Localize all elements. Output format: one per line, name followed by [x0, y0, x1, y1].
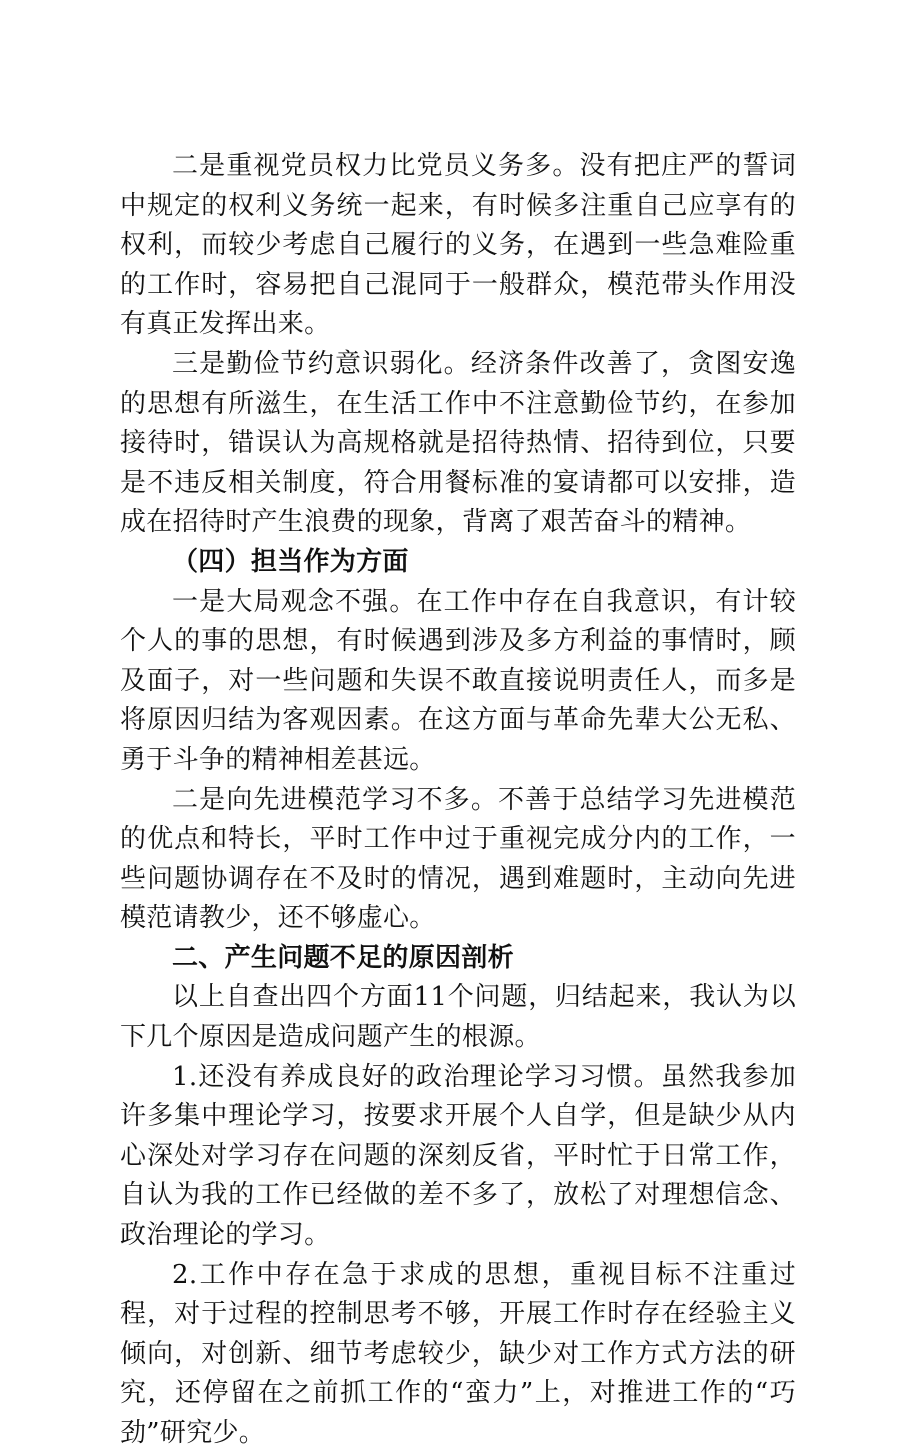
section-heading-responsibility: （四）担当作为方面 — [172, 546, 409, 577]
paragraph-summary: 以上自查出四个方面11个问题，归结起来，我认为以下几个原因是造成问题产生的根源。 — [120, 982, 796, 1053]
paragraph-learn-from-models: 二是向先进模范学习不多。不善于总结学习先进模范的优点和特长，平时工作中过于重视完成分内的工作，一些问题协调存在不及时的情况，遇到难题时，主动向先进模范请教少，还不够虚心。 — [120, 784, 796, 934]
paragraph-party-rights: 二是重视党员权力比党员义务多。没有把庄严的誓词中规定的权利义务统一起来，有时候多注重自己应享有的权利，而较少考虑自己履行的义务，在遇到一些急难险重的工作时，容易把自己混同于一般群众，模范带头作用没有真正发挥出来。 — [120, 151, 796, 340]
paragraph-overall-view: 一是大局观念不强。在工作中存在自我意识，有计较个人的事的思想，有时候遇到涉及多方利益的事情时，顾及面子，对一些问题和失误不敢直接说明责任人，而多是将原因归结为客观因素。在这方面与革命先辈大公无私、勇于斗争的精神相差甚远。 — [120, 586, 796, 775]
section-heading-cause-analysis: 二、产生问题不足的原因剖析 — [172, 942, 514, 973]
document-page — [120, 147, 796, 1454]
paragraph-cause-1: 1.还没有养成良好的政治理论学习习惯。虽然我参加许多集中理论学习，按要求开展个人自学，但是缺少从内心深处对学习存在问题的深刻反省，平时忙于日常工作，自认为我的工作已经做的差不多了，放松了对理想信念、政治理论的学习。 — [120, 1061, 796, 1251]
paragraph-frugality: 三是勤俭节约意识弱化。经济条件改善了，贪图安逸的思想有所滋生，在生活工作中不注意勤俭节约，在参加接待时，错误认为高规格就是招待热情、招待到位，只要是不违反相关制度，符合用餐标准的宴请都可以安排，造成在招待时产生浪费的现象，背离了艰苦奋斗的精神。 — [120, 348, 796, 538]
paragraph-cause-2: 2.工作中存在急于求成的思想，重视目标不注重过程，对于过程的控制思考不够，开展工作时存在经验主义倾向，对创新、细节考虑较少，缺少对工作方式方法的研究，还停留在之前抓工作的“蛮力”上，对推进工作的“巧劲”研究少。 — [120, 1259, 796, 1448]
